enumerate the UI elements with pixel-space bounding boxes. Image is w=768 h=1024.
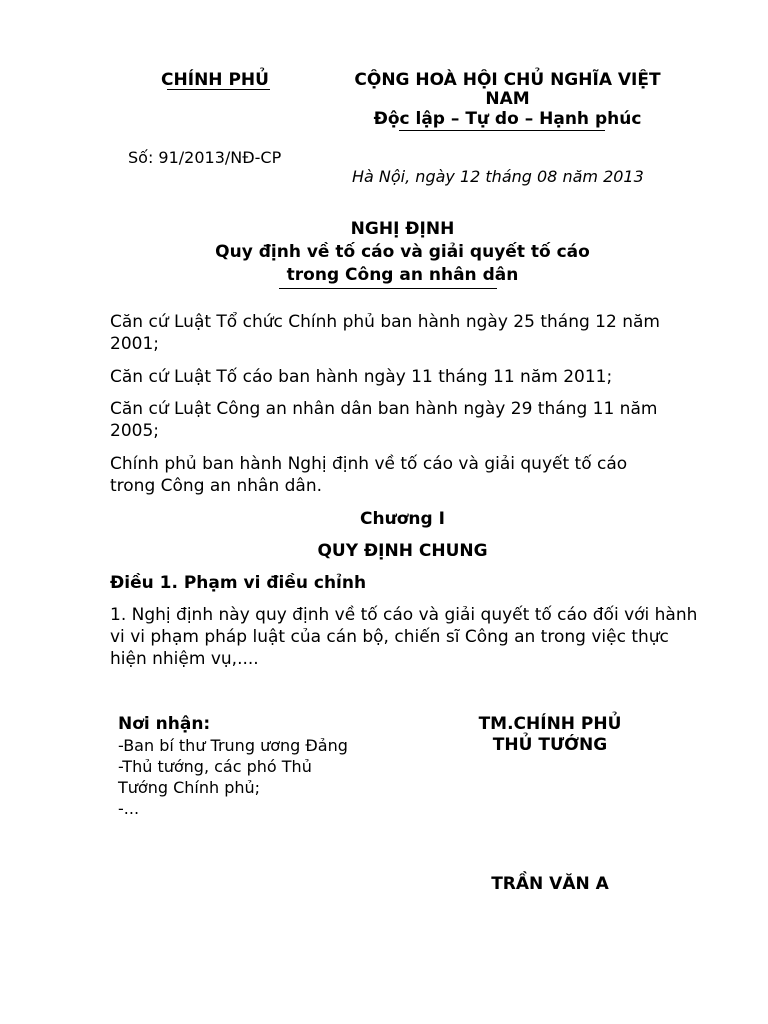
issuing-agency: CHÍNH PHỦ — [161, 70, 269, 90]
document-type: NGHỊ ĐỊNH — [350, 219, 455, 239]
recipient-item: -Ban bí thư Trung ương Đảng — [118, 736, 348, 755]
signatory-title: THỦ TƯỚNG — [492, 735, 608, 755]
document-number: Số: 91/2013/NĐ-CP — [128, 148, 282, 167]
preamble-basis-denunciation-law: Căn cứ Luật Tố cáo ban hành ngày 11 tháng 11 năm 2011; — [110, 367, 613, 387]
preamble-basis-government-law: Căn cứ Luật Tổ chức Chính phủ ban hành ngày 25 tháng 12 năm 2001; — [110, 312, 660, 354]
nation-name-line2: NAM — [485, 89, 530, 109]
nation-name-line1: CỘNG HOÀ HỘI CHỦ NGHĨA VIỆT — [354, 70, 661, 90]
signature-on-behalf: TM.CHÍNH PHỦ — [478, 714, 622, 734]
recipient-item: -... — [118, 799, 140, 818]
document-title-line1: Quy định về tố cáo và giải quyết tố cáo — [215, 242, 590, 262]
recipient-item: -Thủ tướng, các phó Thủ Tướng Chính phủ; — [118, 757, 312, 797]
article-heading: Điều 1. Phạm vi điều chỉnh — [110, 573, 367, 593]
recipients-heading: Nơi nhận: — [118, 714, 211, 734]
chapter-number: Chương I — [360, 509, 445, 529]
preamble-basis-police-law: Căn cứ Luật Công an nhân dân ban hành ngày 29 tháng 11 năm 2005; — [110, 399, 658, 441]
motto-underline — [399, 130, 605, 131]
place-and-date: Hà Nội, ngày 12 tháng 08 năm 2013 — [352, 167, 644, 186]
signatory-name: TRẦN VĂN A — [491, 874, 609, 894]
document-title-line2: trong Công an nhân dân — [286, 265, 519, 285]
chapter-name: QUY ĐỊNH CHUNG — [317, 541, 488, 561]
preamble-enactment: Chính phủ ban hành Nghị định về tố cáo và giải quyết tố cáo trong Công an nhân dân. — [110, 454, 628, 496]
national-motto: Độc lập – Tự do – Hạnh phúc — [373, 109, 642, 129]
agency-underline — [167, 89, 270, 90]
article-clause-1: 1. Nghị định này quy định về tố cáo và giải quyết tố cáo đối với hành vi vi phạm pháp luật của cán bộ, chiến sĩ Công an trong việc thực hiện nhiệm vụ,.... — [110, 605, 698, 669]
title-underline — [279, 288, 497, 289]
